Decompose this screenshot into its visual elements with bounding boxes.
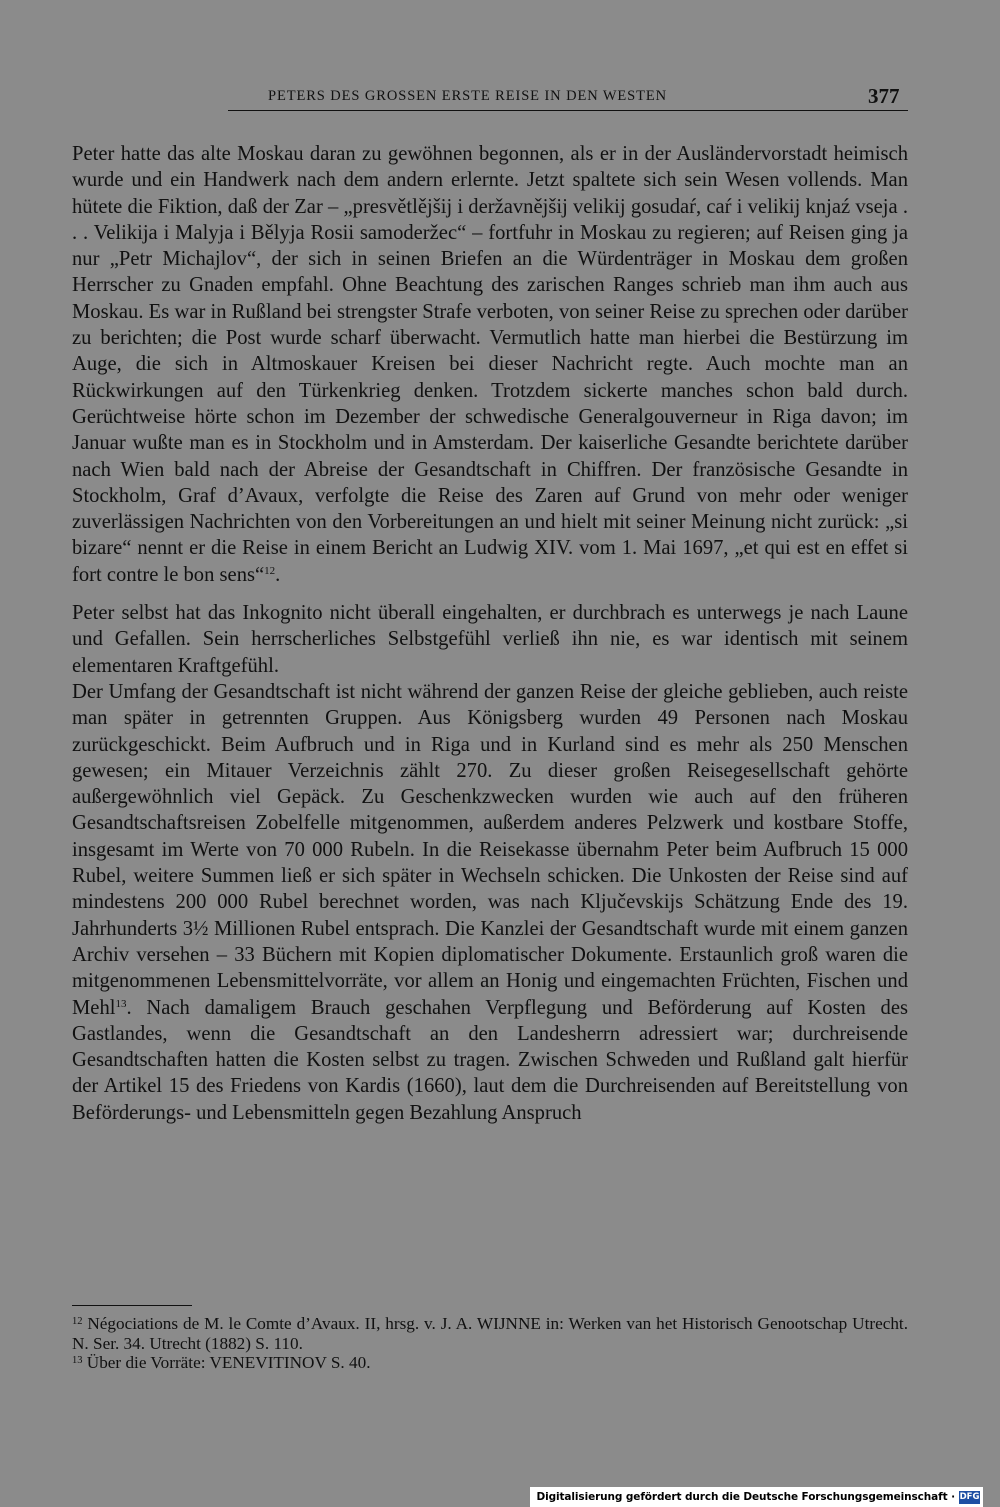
paragraph-3-text: Der Umfang der Gesandtschaft ist nicht während der ganzen Reise der gleiche geblieben, auch reiste man später in getrennten Gruppen. Aus Königsberg wurden 49 Personen nach Moskau zurückgeschickt. Beim Aufbruch und in Riga und in Kurland sind es mehr als 250 Menschen gewesen; ein Mitauer Verzeichnis zählt 270. Zu dieser großen Reisegesellschaft gehörte außergewöhnlich viel Gepäck. Zu Geschenkzwecken wurden wie auch auf den früheren Gesandtschaftsreisen Zobelfelle mitgenommen, außerdem anderes Pelzwerk und kostbare Stoffe, insgesamt im Werte von 70 000 Rubeln. In die Reisekasse übernahm Peter beim Aufbruch 15 000 Rubel, weitere Summen ließ er sich später in Wechseln schicken. Die Unkosten der Reise sind auf mindestens 200 000 Rubel berechnet worden, was nach Ključevskijs Schätzung Ende des 19. Jahrhunderts 3½ Millionen Rubel entsprach. Die Kanzlei der Gesandtschaft wurde mit einem ganzen Archiv versehen – 33 Büchern mit Kopien diplomatischer Dokumente. Erstaunlich groß waren die mitgenommenen Lebensmittelvorräte, vor allem an Honig und eingemachten Früchten, Fischen und Mehl xyxy=(72,680,908,1019)
page-number: 377 xyxy=(868,84,900,108)
paragraph-3-text-cont: . Nach damaligem Brauch geschahen Verpflegung und Beförderung auf Kosten des Gastlandes, wenn die Gesandtschaft an den Landesherrn adressiert war; durchreisende Gesandtschaften hatten die Kosten selbst zu tragen. Zwischen Schweden und Rußland galt hierfür der Artikel 15 des Friedens von Kardis (1660), laut dem die Durchreisenden auf Bereitstellung von Beförderungs- und Lebensmitteln gegen Bezahlung Anspruch xyxy=(72,996,908,1124)
footnote-13 xyxy=(72,1353,908,1373)
footnote-ref-12: 12 xyxy=(264,564,276,577)
running-head-title: PETERS DES GROSSEN ERSTE REISE IN DEN WESTEN xyxy=(268,88,668,104)
paragraph-1 xyxy=(72,141,908,588)
paragraph-3 xyxy=(72,679,908,1126)
footnote-12 xyxy=(72,1314,908,1353)
header-rule xyxy=(228,110,908,111)
footnote-mark-12: 12 xyxy=(72,1316,83,1327)
credit-text: Digitalisierung gefördert durch die Deutsche Forschungsgemeinschaft · xyxy=(536,1491,955,1503)
footnote-ref-13: 13 xyxy=(115,997,127,1010)
footnote-text-12: Négociations de M. le Comte d’Avaux. II, hrsg. v. J. A. WIJNNE in: Werken van het Historisch Genootschap Utrecht. N. Ser. 34. Utrecht (1882) S. 110. xyxy=(72,1314,908,1353)
footnote-mark-13: 13 xyxy=(72,1355,83,1366)
paragraph-1-tail: . xyxy=(275,563,281,586)
footnote-text-13: Über die Vorräte: VENEVITINOV S. 40. xyxy=(86,1353,371,1372)
footnote-rule xyxy=(72,1305,192,1306)
digitization-credit xyxy=(530,1487,983,1507)
paragraph-1-text: Peter hatte das alte Moskau daran zu gewöhnen begonnen, als er in der Ausländervorstadt heimisch wurde und ein Handwerk nach dem andern erlernte. Jetzt spaltete sich sein Wesen vollends. Man hütete die Fiktion, daß der Zar – „presvětlějšij i deržavnějšij velikij gosudaŕ, caŕ i velikij knjaź vseja . . . Velikija i Malyja i Bělyja Rosii samoderžec“ – fortfuhr in Moskau zu regieren; auf Reisen ging ja nur „Petr Michajlov“, der sich in seinen Briefen an die Würdenträger in Moskau dem großen Herrscher zu Gnaden empfahl. Ohne Beachtung des zarischen Ranges schrieb man ihm auch aus Moskau. Es war in Rußland bei strengster Strafe verboten, von seiner Reise zu sprechen oder darüber zu berichten; die Post wurde scharf überwacht. Vermutlich hatte man hierbei die Bestürzung im Auge, die sich in Altmoskauer Kreisen bei dieser Nachricht regte. Auch mochte man an Rückwirkungen auf den Türkenkrieg denken. Trotzdem sickerte manches schon bald durch. Gerüchtweise hörte schon im Dezember der schwedische Generalgouverneur in Riga davon; im Januar wußte man es in Stockholm und in Amsterdam. Der kaiserliche Gesandte berichtete darüber nach Wien bald nach der Abreise der Gesandtschaft in Chiffren. Der französische Gesandte in Stockholm, Graf d’Avaux, verfolgte die Reise des Zaren auf Grund von mehr oder weniger zuverlässigen Nachrichten von den Vorbereitungen an und hielt mit seiner Meinung nicht zurück: „si bizare“ nennt er die Reise in einem Bericht an Ludwig XIV. vom 1. Mai 1697, „et qui est en effet si fort contre le bon sens“ xyxy=(72,143,908,586)
paragraph-2: Peter selbst hat das Inkognito nicht überall eingehalten, er durchbrach es unterwegs je nach Laune und Gefallen. Sein herrscherliches Selbstgefühl verließ ihn nie, es war identisch mit seinem elementaren Kraftgefühl. xyxy=(72,602,908,677)
footnotes xyxy=(72,1314,908,1373)
main-text xyxy=(72,141,908,1126)
dfg-logo-icon: DFG xyxy=(959,1492,980,1502)
